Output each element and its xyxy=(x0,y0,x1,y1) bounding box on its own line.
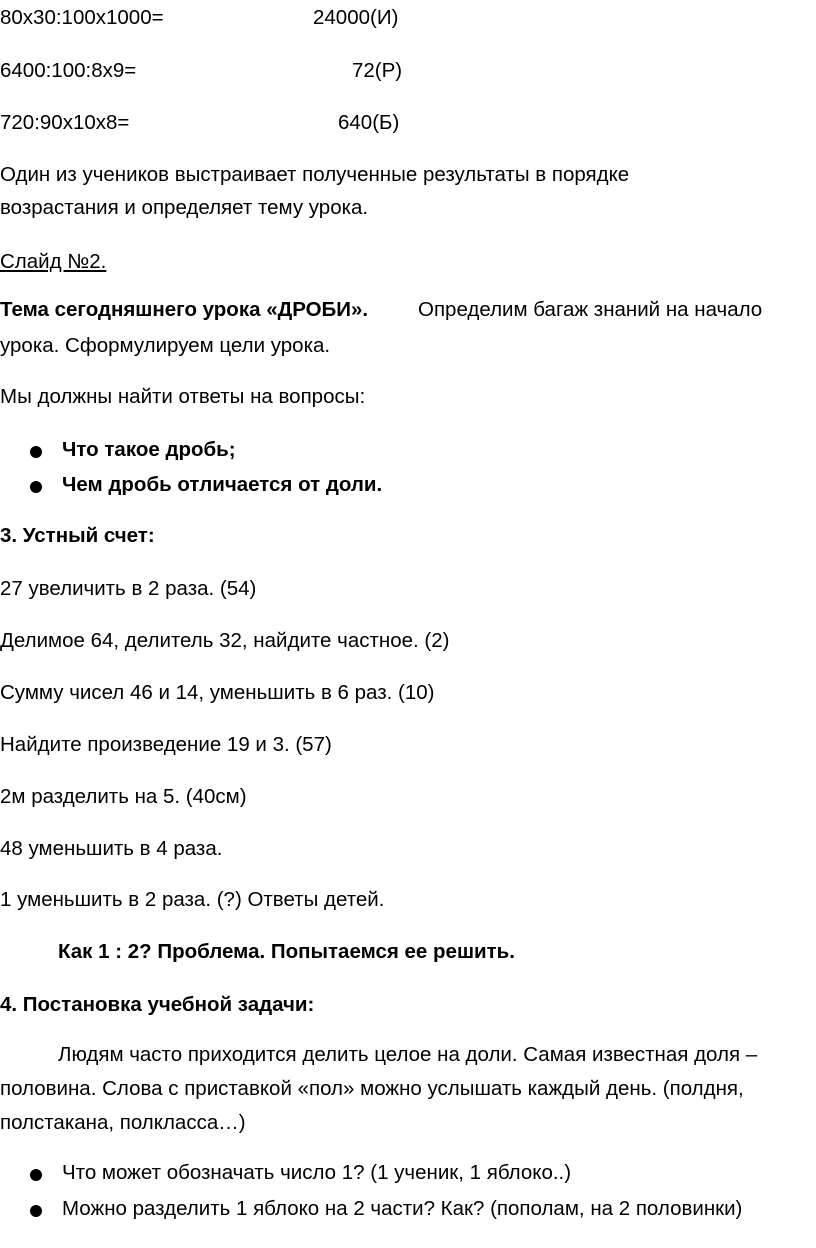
slide-label: Слайд №2. xyxy=(0,250,107,273)
list-item: 27 увеличить в 2 раза. (54) xyxy=(0,577,257,600)
problem-statement: Как 1 : 2? Проблема. Попытаемся ее решить. xyxy=(58,940,515,963)
paragraph-line-1: Людям часто приходится делить целое на доли. Самая известная доля – xyxy=(58,1043,758,1066)
equation-result: 640(Б) xyxy=(338,111,400,134)
topic-line-2: урока. Сформулируем цели урока. xyxy=(0,334,331,357)
list-item: 1 уменьшить в 2 раза. (?) Ответы детей. xyxy=(0,888,385,911)
equation-expression: 80x30:100x1000= xyxy=(0,6,164,29)
intro-line-2: возрастания и определяет тему урока. xyxy=(0,196,369,219)
equation-result: 24000(И) xyxy=(313,6,399,29)
bullet-icon xyxy=(30,1169,42,1181)
bullet-icon xyxy=(30,481,42,493)
bullet-icon xyxy=(30,1205,42,1217)
bullet-icon xyxy=(30,446,42,458)
intro-line-1: Один из учеников выстраивает полученные результаты в порядке xyxy=(0,163,630,186)
questions-intro: Мы должны найти ответы на вопросы: xyxy=(0,385,366,408)
section-4-heading: 4. Постановка учебной задачи: xyxy=(0,993,315,1016)
equation-expression: 6400:100:8x9= xyxy=(0,59,137,82)
equation-expression: 720:90x10x8= xyxy=(0,111,130,134)
section-3-heading: 3. Устный счет: xyxy=(0,524,155,547)
list-item: 2м разделить на 5. (40см) xyxy=(0,785,247,808)
list-item: 48 уменьшить в 4 раза. xyxy=(0,837,223,860)
list-item: Найдите произведение 19 и 3. (57) xyxy=(0,733,332,756)
equation-result: 72(Р) xyxy=(352,59,403,82)
list-item: Делимое 64, делитель 32, найдите частное. (2) xyxy=(0,629,450,652)
paragraph-line-3: полстакана, полкласса…) xyxy=(0,1111,246,1134)
topic-line-1 xyxy=(0,296,763,324)
list-item: Сумму чисел 46 и 14, уменьшить в 6 раз. (10) xyxy=(0,681,435,704)
topic-title: Тема сегодняшнего урока «ДРОБИ». xyxy=(0,298,369,321)
paragraph-line-2: половина. Слова с приставкой «пол» можно услышать каждый день. (полдня, xyxy=(0,1077,744,1100)
topic-rest: Определим багаж знаний на начало xyxy=(418,298,763,321)
